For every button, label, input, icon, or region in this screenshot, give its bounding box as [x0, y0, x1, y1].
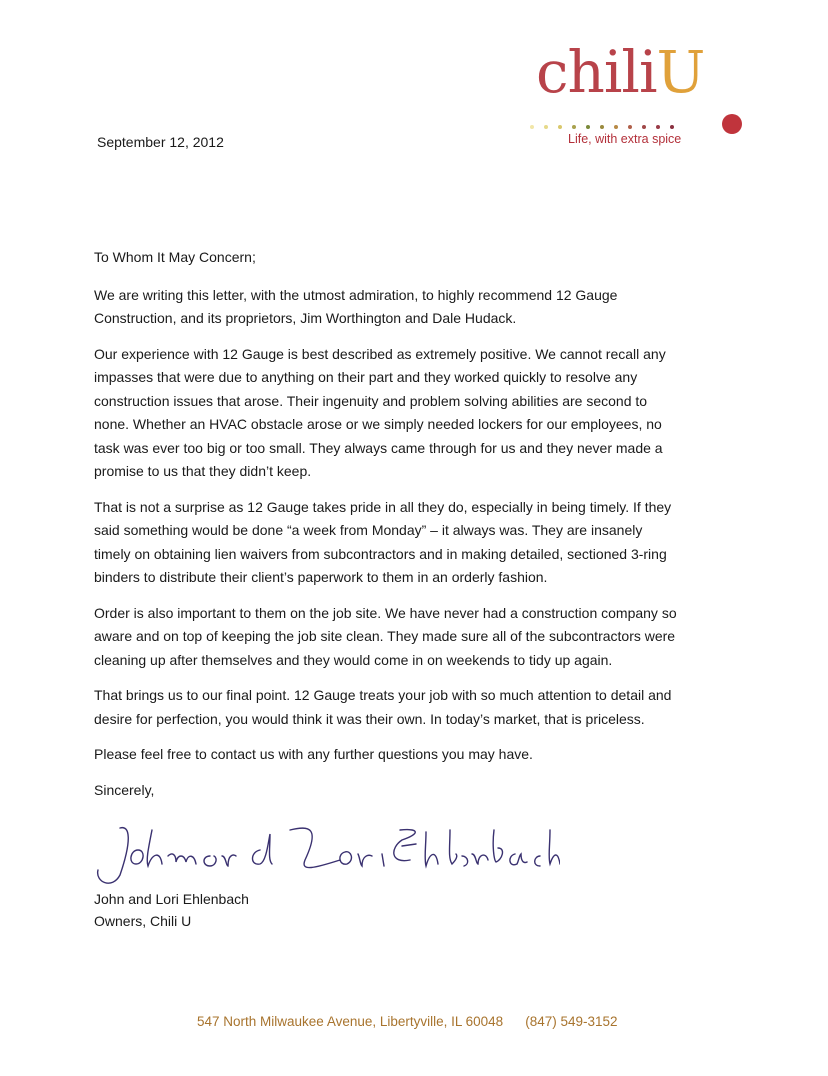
- line: binders to distribute their client’s paperwork to them in an orderly fashion.: [94, 569, 548, 585]
- line: impasses that were due to anything on their part and they worked quickly to resolve any: [94, 369, 638, 385]
- logo-chili: chili: [536, 38, 657, 106]
- line: task was ever too big or too small. They always came through for us and they never made a: [94, 439, 663, 456]
- line: Please feel free to contact us with any further questions you may have.: [94, 746, 533, 762]
- line: cleaning up after themselves and they would come in on weekends to tidy up again.: [94, 651, 613, 668]
- line: Our experience with 12 Gauge is best described as extremely positive. We cannot recall any: [94, 345, 666, 362]
- letter-body: [94, 246, 754, 814]
- logo-tagline: Life, with extra spice: [568, 132, 682, 146]
- signer-name: John and Lori Ehlenbach: [94, 891, 249, 907]
- line: promise to us that they didn’t keep.: [94, 463, 312, 479]
- line: aware and on top of keeping the job site clean. They made sure all of the subcontractors were: [94, 628, 676, 644]
- paragraph: [94, 743, 754, 767]
- paragraph: [94, 602, 754, 673]
- line: Order is also important to them on the job site. We have never had a construction company so: [94, 604, 677, 621]
- line: none. Whether an HVAC obstacle arose or we simply needed lockers for our employees, no: [94, 416, 662, 432]
- footer-address: 547 North Milwaukee Avenue, Libertyville, IL 60048: [197, 1014, 504, 1029]
- line: That brings us to our final point. 12 Gauge treats your job with so much attention to detail and: [94, 687, 672, 703]
- footer-phone: (847) 549-3152: [525, 1014, 618, 1029]
- line: desire for perfection, you would think it was their own. In today’s market, that is priceless.: [94, 710, 645, 727]
- globe-icon: [722, 114, 742, 134]
- line: That is not a surprise as 12 Gauge takes pride in all they do, especially in being timely. If they: [94, 498, 672, 515]
- line: timely on obtaining lien waivers from subcontractors and in making detailed, sectioned 3-ring: [94, 545, 667, 562]
- handwritten-signature: [90, 820, 560, 890]
- line: Construction, and its proprietors, Jim Worthington and Dale Hudack.: [94, 310, 517, 326]
- letterhead-footer: [197, 1014, 618, 1029]
- paragraph: [94, 284, 754, 331]
- paragraph: [94, 496, 754, 590]
- logo-wordmark: [536, 32, 704, 112]
- line: said something would be done “a week from Monday” – it always was. They are insanely: [94, 522, 643, 538]
- line: construction issues that arose. Their ingenuity and problem solving abilities are second to: [94, 392, 648, 409]
- letter-date: September 12, 2012: [97, 134, 224, 150]
- signer-block: [94, 888, 249, 932]
- line: We are writing this letter, with the utmost admiration, to highly recommend 12 Gauge: [94, 286, 618, 303]
- closing: Sincerely,: [94, 781, 155, 798]
- chili-u-logo: [530, 38, 750, 153]
- signer-title: Owners, Chili U: [94, 913, 192, 929]
- logo-dots: [530, 125, 674, 129]
- salutation: To Whom It May Concern;: [94, 249, 256, 265]
- logo-u: U: [656, 38, 705, 106]
- paragraph: [94, 684, 754, 731]
- paragraph: [94, 343, 754, 484]
